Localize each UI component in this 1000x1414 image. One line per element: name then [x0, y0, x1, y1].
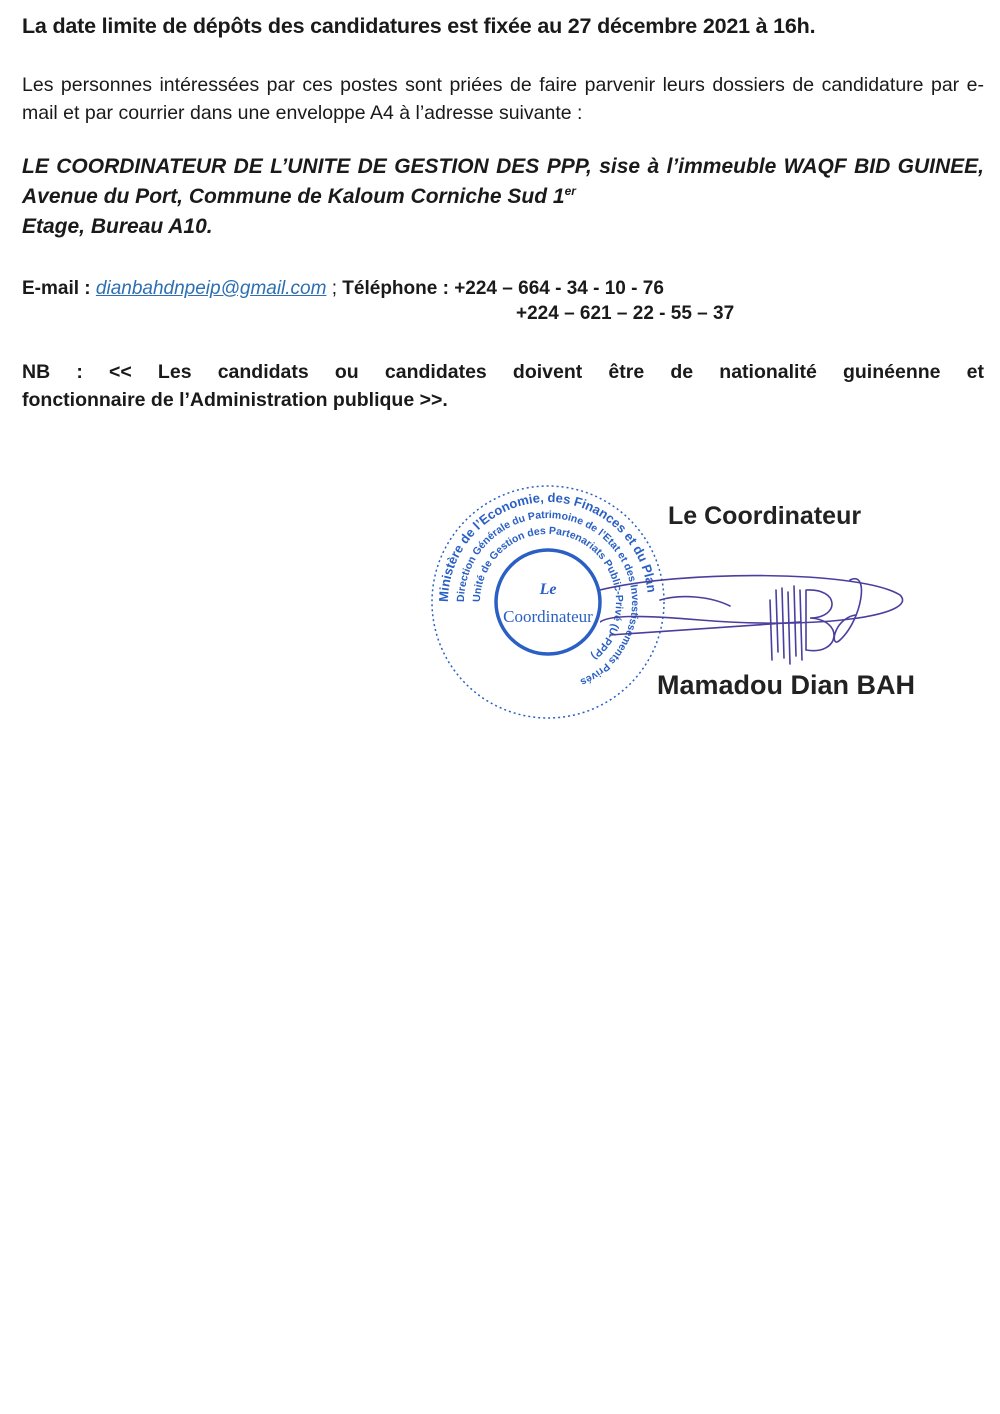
stamp-outer-text: Ministère de l’Economie, des Finances et du Plan	[435, 489, 660, 603]
email-label: E-mail :	[22, 278, 91, 299]
signatory-title: Le Coordinateur	[668, 502, 862, 530]
email-link[interactable]: dianbahdnpeip@gmail.com	[95, 278, 327, 299]
stamp-middle-text: Direction Générale du Patrimoine de l’Etat et des Investissements Privés	[454, 508, 642, 689]
address-part2: Etage, Bureau A10.	[22, 215, 213, 238]
nb-line-1: NB : << Les candidats ou candidates doivent être de nationalité guinéenne et	[22, 361, 984, 383]
stamp-inner-text: Unité de Gestion des Partenariats Public-Privé (U-PPP)	[470, 524, 626, 662]
application-instructions: Les personnes intéressées par ces postes sont priées de faire parvenir leurs dossiers de candidature par e-mail et par courrier dans une enveloppe A4 à l’adresse suivante :	[22, 74, 984, 124]
contact-separator: ;	[326, 278, 343, 299]
phone-number-1: +224 – 664 - 34 - 10 - 76	[454, 278, 664, 299]
address-part1: LE COORDINATEUR DE L’UNITE DE GESTION DES PPP, sise à l’immeuble WAQF BID GUINEE, Avenue du Port, Commune de Kaloum Corniche Sud 1	[22, 155, 984, 208]
nb-line-2: fonctionnaire de l’Administration publique >>.	[22, 389, 448, 411]
phone-label: Téléphone :	[342, 278, 449, 299]
stamp-center-line2: Coordinateur	[503, 607, 593, 626]
stamp-center-line1: Le	[539, 581, 557, 598]
signatory-name: Mamadou Dian BAH	[657, 670, 916, 700]
contact-line	[22, 274, 984, 303]
handwritten-signature	[600, 560, 920, 680]
mailing-address	[22, 152, 984, 242]
nb-note	[22, 358, 984, 414]
phone-number-2: +224 – 621 – 22 - 55 – 37	[516, 303, 735, 324]
address-superscript: er	[564, 184, 576, 198]
deadline-notice: La date limite de dépôts des candidatures est fixée au 27 décembre 2021 à 16h.	[22, 14, 816, 38]
